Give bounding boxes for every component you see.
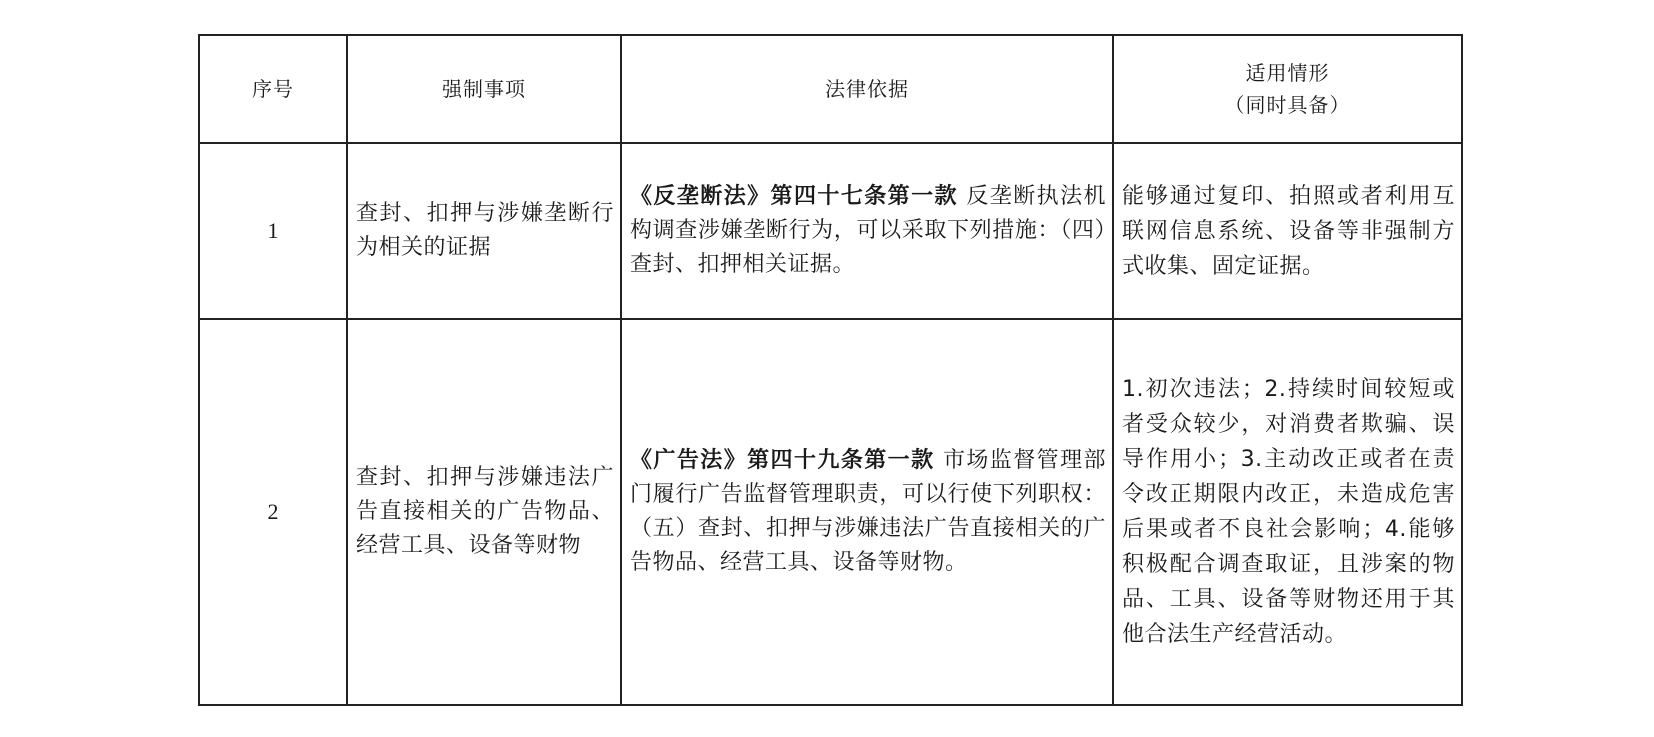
- row-item: [347, 143, 621, 319]
- row-basis: [621, 319, 1113, 705]
- row-item: [347, 319, 621, 705]
- table-header-row: [199, 35, 1462, 143]
- row-basis-text: [622, 180, 1112, 282]
- row-basis-text: [622, 444, 1112, 580]
- row-item-text: 查封、扣押与涉嫌违法广告直接相关的广告物品、经营工具、设备等财物: [356, 465, 614, 558]
- row-seq: 1: [199, 143, 347, 319]
- table-row: [199, 319, 1462, 705]
- row-conditions-text: 1.初次违法；2.持续时间较短或者受众较少，对消费者欺骗、误导作用小；3.主动改正或者在责令改正期限内改正，未造成危害后果或者不良社会影响；4.能够积极配合调查取证，且涉案的物品、工具、设备等财物还用于其他合法生产经营活动。: [1122, 377, 1455, 647]
- row-basis-law: 《广告法》第四十九条第一款: [630, 448, 935, 473]
- row-conditions: [1113, 143, 1462, 319]
- row-basis-law: 《反垄断法》第四十七条第一款: [630, 184, 958, 209]
- row-conditions-text: 能够通过复印、拍照或者利用互联网信息系统、设备等非强制方式收集、固定证据。: [1122, 183, 1455, 279]
- header-basis: 法律依据: [621, 35, 1113, 143]
- table-row: [199, 143, 1462, 319]
- header-conditions: [1113, 35, 1462, 143]
- row-item-text: 查封、扣押与涉嫌垄断行为相关的证据: [356, 201, 614, 260]
- row-basis-body: 反垄断执法机构调查涉嫌垄断行为，可以采取下列措施：（四）查封、扣押相关证据。: [630, 184, 1106, 277]
- row-seq: 2: [199, 319, 347, 705]
- row-basis-body: 市场监督管理部门履行广告监督管理职责，可以行使下列职权：（五）查封、扣押与涉嫌违法广告直接相关的广告物品、经营工具、设备等财物。: [630, 448, 1106, 575]
- header-conditions-title: 适用情形: [1245, 61, 1330, 85]
- enforcement-table: [198, 34, 1463, 706]
- row-basis: [621, 143, 1113, 319]
- header-seq: 序号: [199, 35, 347, 143]
- row-conditions: [1113, 319, 1462, 705]
- header-conditions-note: （同时具备）: [1224, 93, 1351, 117]
- header-item: 强制事项: [347, 35, 621, 143]
